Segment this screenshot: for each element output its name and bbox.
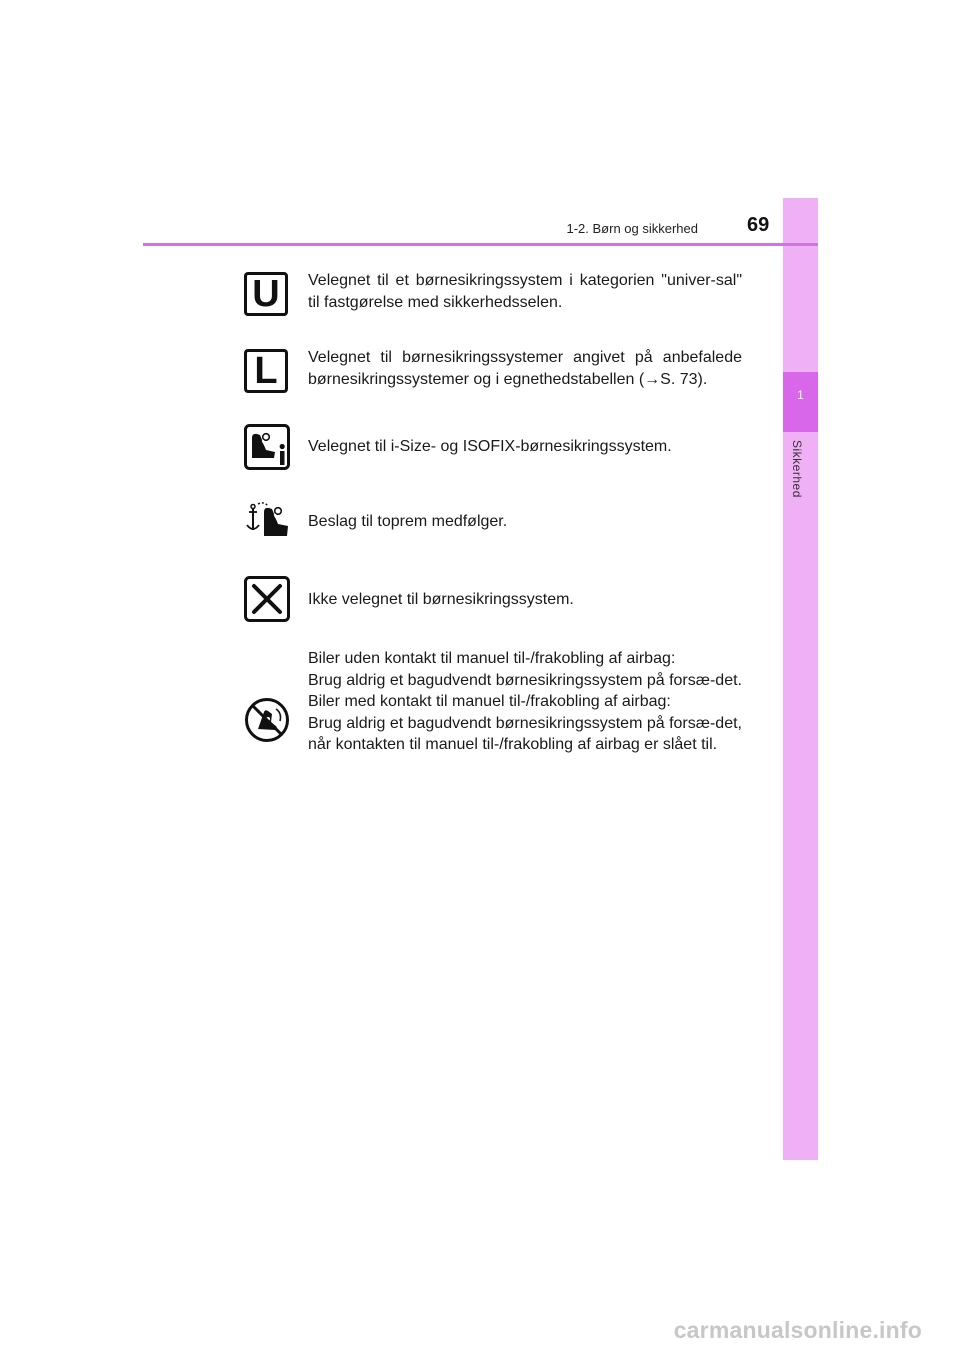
chapter-active-marker bbox=[783, 372, 818, 432]
description-line: Beslag til toprem medfølger. bbox=[308, 513, 508, 530]
symbol-description bbox=[308, 347, 742, 390]
symbol-description bbox=[308, 589, 742, 611]
description-line: Velegnet til børnesikringssystemer angivet på anbefalede børnesikringssystemer og i egnethedstabellen (→S. 73). bbox=[308, 349, 742, 388]
chapter-number: 1 bbox=[797, 388, 804, 402]
description-line: Biler med kontakt til manuel til-/frakobling af airbag: bbox=[308, 693, 671, 710]
symbol-description bbox=[308, 511, 742, 533]
page-number: 69 bbox=[747, 214, 770, 236]
symbol-description bbox=[308, 648, 742, 756]
description-line: Velegnet til et børnesikringssystem i kategorien "univer-sal" til fastgørelse med sikkerhedsselen. bbox=[308, 272, 742, 311]
letter-l-icon: L bbox=[244, 349, 288, 393]
symbol-description bbox=[308, 436, 742, 458]
description-line: Biler uden kontakt til manuel til-/frakobling af airbag: bbox=[308, 650, 676, 667]
watermark: carmanualsonline.info bbox=[673, 1317, 922, 1343]
chapter-label: Sikkerhed bbox=[790, 440, 804, 498]
description-line: Brug aldrig et bagudvendt børnesikringssystem på forsæ-det. bbox=[308, 671, 742, 689]
top-tether-anchor-icon bbox=[244, 500, 292, 542]
letter-u-icon: U bbox=[244, 272, 288, 316]
description-line: Velegnet til i-Size- og ISOFIX-børnesikringssystem. bbox=[308, 438, 672, 455]
symbol-description bbox=[308, 270, 742, 313]
no-rear-facing-seat-icon bbox=[244, 697, 290, 743]
description-line: Brug aldrig et bagudvendt børnesikringssystem på forsæ-det, når kontakten til manuel til-/frakobling af airbag er slået til. bbox=[308, 714, 742, 753]
description-line: Ikke velegnet til børnesikringssystem. bbox=[308, 591, 574, 608]
header-rule bbox=[143, 243, 818, 246]
chapter-side-tab bbox=[783, 198, 818, 1160]
i-size-seat-icon bbox=[244, 424, 290, 470]
cross-box-icon bbox=[244, 576, 290, 622]
section-title: 1-2. Børn og sikkerhed bbox=[566, 221, 698, 236]
